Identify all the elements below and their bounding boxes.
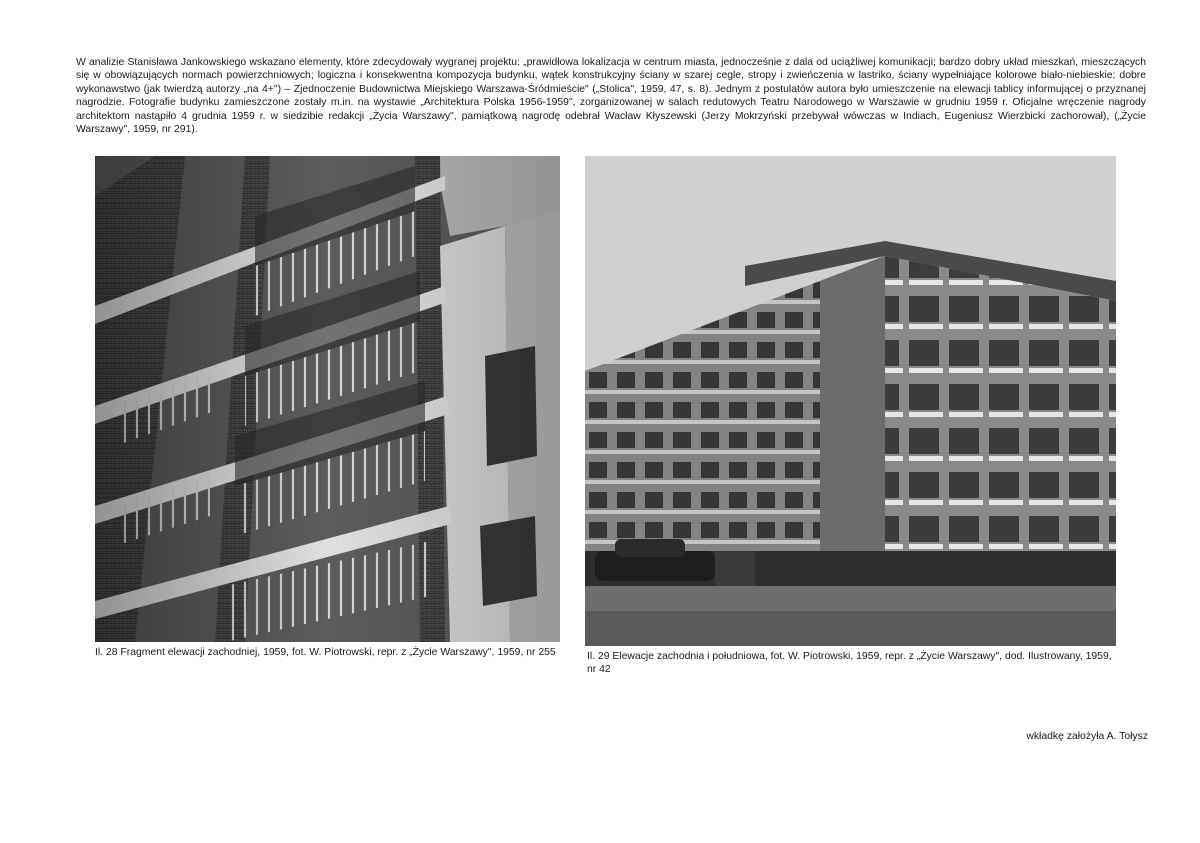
facade-fragment-photo — [95, 156, 560, 642]
building-elevations-photo — [585, 156, 1116, 646]
facade-fragment-image — [95, 156, 560, 642]
insert-credit: wkładkę założyła A. Tołysz — [1026, 731, 1148, 742]
figure-28-caption: Il. 28 Fragment elewacji zachodniej, 1959, fot. W. Piotrowski, repr. z „Życie Warszawy", 1959, nr 255 — [95, 647, 556, 658]
building-elevations-image — [585, 156, 1116, 646]
intro-paragraph: W analizie Stanisława Jankowskiego wskazano elementy, które zdecydowały wygranej projektu: „prawidłowa lokalizacja w centrum miasta, jednocześnie z dala od uciążliwej komunikacji; bardzo dobry układ mieszkań, mieszczących się w obowiązujących normach powierzchniowych; logiczna i konsekwentna kompozycja budynku, wątek konstrukcyjny ściany w szarej cegle, stropy i zwieńczenia w lastriko, ściany wypełniające kolorowe biało-niebieskie; dobre wykonawstwo (jak twierdzą autorzy „na 4+") – Zjednoczenie Budownictwa Miejskiego Warszawa-Śródmieście" („Stolica", 1959, 47, s. 8). Jednym z postulatów autora było umieszczenie na elewacji tablicy informującej o przyznanej nagrodzie. Fotografie budynku zamieszczone zostały m.in. na wystawie „Architektura Polska 1956-1959", zorganizowanej w salach redutowych Teatru Narodowego w Warszawie w grudniu 1959 r. Oficjalne wręczenie nagrody architektom nastąpiło 4 grudnia 1959 r. w siedzibie redakcji „Życia Warszawy", pamiątkową nagrodę odebrał Wacław Kłyszewski (Jerzy Mokrzyński przebywał wówczas w Indiach, Eugeniusz Wierzbicki zachorował), („Życie Warszawy", 1959, nr 291). — [76, 57, 1146, 136]
figure-29-caption: Il. 29 Elewacje zachodnia i południowa, fot. W. Piotrowski, 1959, repr. z „Życie Warszawy", dod. Ilustrowany, 1959, nr 42 — [587, 651, 1112, 675]
